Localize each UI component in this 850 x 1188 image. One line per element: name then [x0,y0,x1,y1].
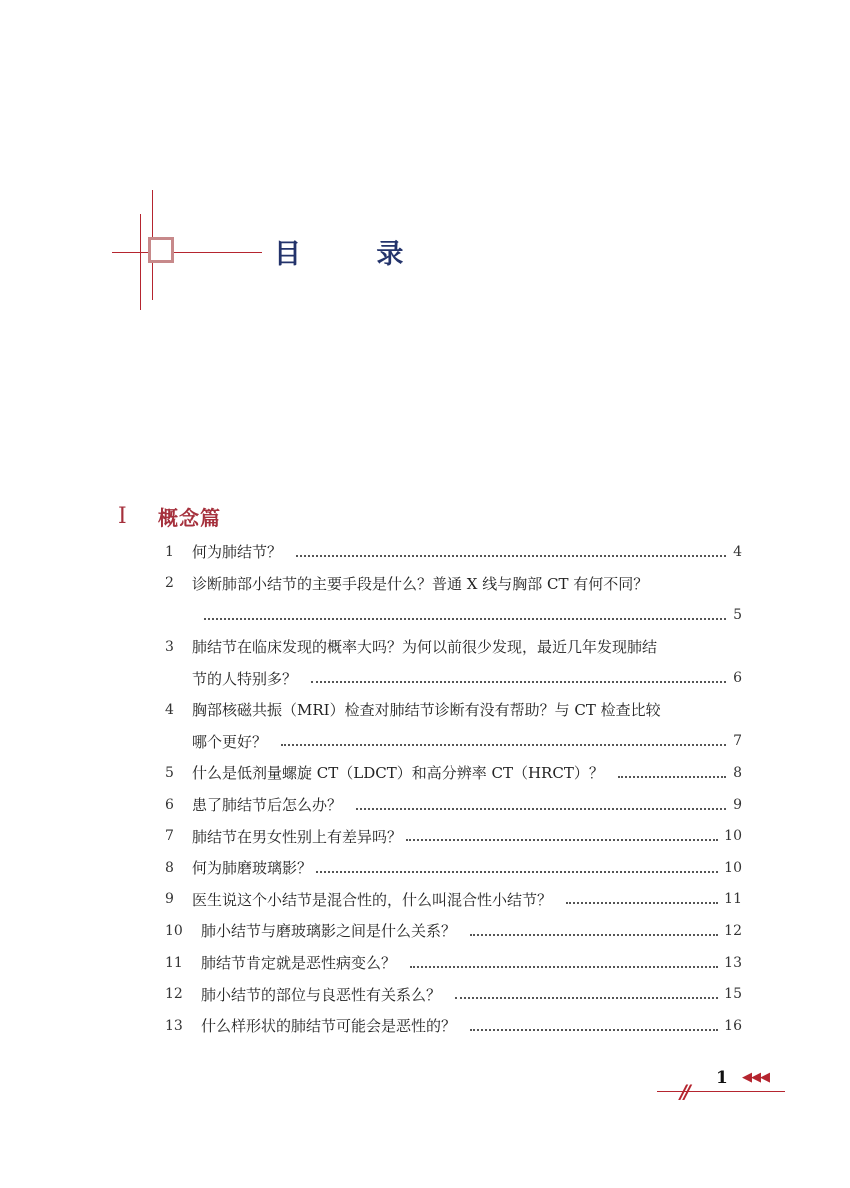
toc-entry-continuation[interactable] [165,726,742,758]
dot-leader [455,995,718,999]
toc-entry[interactable] [165,820,742,852]
dot-leader [410,964,718,968]
toc-entry-title-continued: 节的人特别多？ [192,669,298,688]
toc-entry-number: 10 [165,922,183,939]
section-heading [118,500,221,532]
toc-entry-page: 13 [724,954,742,971]
toc-entry-continuation[interactable] [165,599,742,631]
toc-entry-page: 9 [733,796,742,813]
toc-entry[interactable] [165,536,742,568]
toc-entry-title: 肺结节在男女性别上有差异吗？ [192,827,403,846]
toc-entry-page: 5 [733,606,742,623]
toc-entry-page: 16 [724,1017,742,1034]
toc-entry-title: 医生说这个小结节是混合性的，什么叫混合性小结节？ [192,890,553,909]
toc-entry-number: 5 [165,764,174,781]
toc-entry-number: 11 [165,954,183,971]
dot-leader [281,742,726,746]
dot-leader [356,806,726,810]
section-numeral: I [118,503,127,529]
toc-entry-number: 6 [165,796,174,813]
toc-entry-title: 患了肺结节后怎么办？ [192,796,343,815]
toc-entry[interactable] [165,757,742,789]
triple-arrow-left-icon: ◀◀◀ [742,1070,769,1085]
toc-entry[interactable] [165,852,742,884]
toc-entry-title: 胸部核磁共振（MRI）检查对肺结节诊断有没有帮助？与 CT 检查比较 [192,701,661,720]
page-number: 1 [716,1068,728,1088]
toc-entry[interactable] [165,947,742,979]
toc-entry-number: 7 [165,828,174,845]
toc-entry-page: 8 [733,764,742,781]
table-of-contents [165,536,742,1042]
toc-entry-title: 什么样形状的肺结节可能会是恶性的？ [201,1017,457,1036]
toc-entry-number: 12 [165,986,183,1003]
toc-entry[interactable] [165,568,742,600]
toc-entry-number: 4 [165,701,174,718]
toc-entry-page: 10 [724,828,742,845]
dot-leader [618,774,726,778]
dot-leader [316,869,718,873]
toc-entry-title: 肺小结节的部位与良恶性有关系么？ [201,985,442,1004]
dot-leader [406,837,718,841]
toc-entry-page: 11 [724,891,742,908]
toc-entry-number: 1 [165,543,174,560]
toc-entry-title: 什么是低剂量螺旋 CT（LDCT）和高分辨率 CT（HRCT）？ [192,764,604,783]
toc-entry[interactable] [165,694,742,726]
dot-leader [204,616,726,620]
toc-entry[interactable] [165,631,742,663]
section-name: 概念篇 [158,505,221,530]
ornament-square [148,237,174,263]
toc-entry-title: 肺结节在临床发现的概率大吗？为何以前很少发现，最近几年发现肺结 [192,638,658,657]
toc-entry-title: 何为肺磨玻璃影？ [192,859,313,878]
toc-entry-title: 诊断肺部小结节的主要手段是什么？普通 X 线与胸部 CT 有何不同？ [192,574,649,593]
toc-entry-page: 7 [733,733,742,750]
toc-entry-number: 3 [165,638,174,655]
toc-entry[interactable] [165,915,742,947]
toc-entry-title: 肺小结节与磨玻璃影之间是什么关系？ [201,922,457,941]
toc-entry-page: 15 [724,986,742,1003]
toc-entry-page: 4 [733,543,742,560]
toc-entry-number: 13 [165,1017,183,1034]
toc-entry[interactable] [165,789,742,821]
page-title: 目 录 [274,239,437,270]
toc-entry-number: 8 [165,859,174,876]
dot-leader [311,679,726,683]
dot-leader [566,900,718,904]
ornament-horizontal-line [112,252,262,253]
footer-slash-icon: // [680,1081,688,1103]
dot-leader [470,1027,718,1031]
toc-entry-continuation[interactable] [165,662,742,694]
toc-entry[interactable] [165,1010,742,1042]
toc-entry[interactable] [165,978,742,1010]
dot-leader [296,553,726,557]
footer-rule [657,1091,785,1092]
toc-entry-page: 12 [724,922,742,939]
toc-entry-number: 9 [165,891,174,908]
toc-entry-title-continued: 哪个更好？ [192,732,268,751]
toc-entry-page: 10 [724,859,742,876]
toc-entry[interactable] [165,884,742,916]
toc-entry-page: 6 [733,670,742,687]
toc-entry-title: 肺结节肯定就是恶性病变么？ [201,954,397,973]
dot-leader [470,932,718,936]
ornament-vertical-line-short [140,214,141,310]
toc-entry-number: 2 [165,575,174,592]
toc-entry-title: 何为肺结节？ [192,543,283,562]
